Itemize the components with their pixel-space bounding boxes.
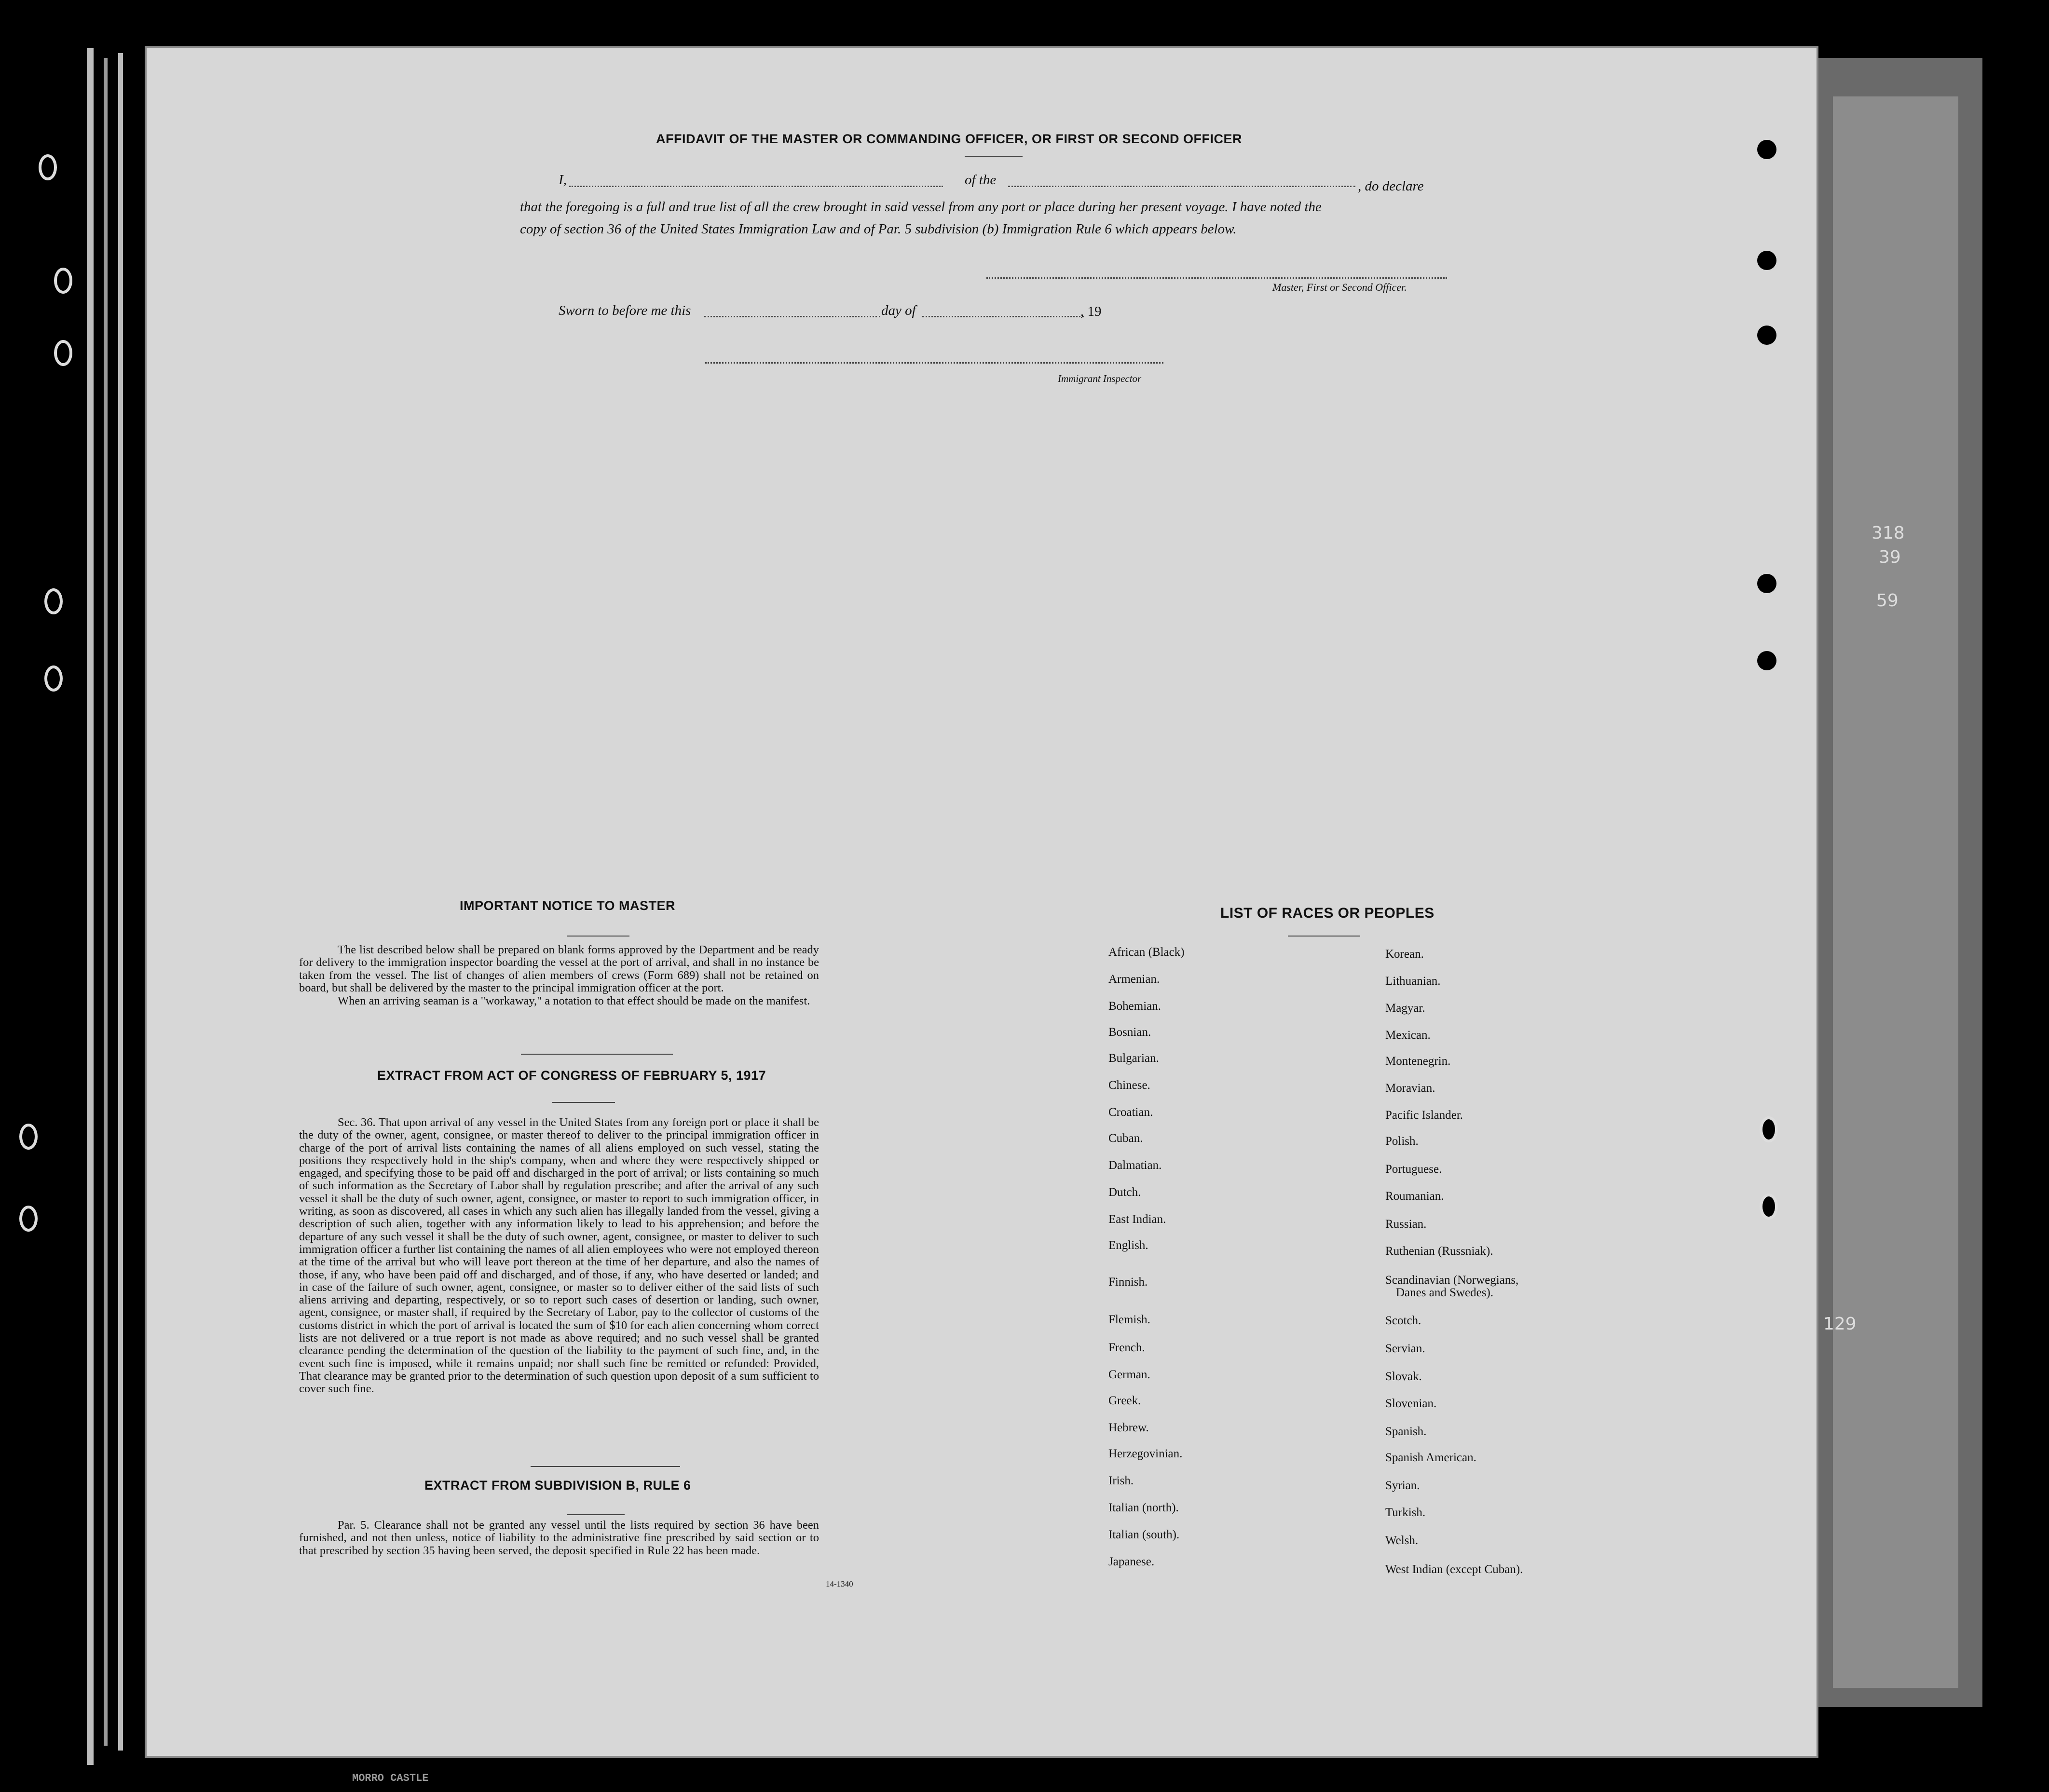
notice-text-2: When an arriving seaman is a "workaway," a notation to that effect should be made on the manifest. xyxy=(338,994,810,1007)
punch-hole xyxy=(1760,1116,1778,1142)
notice-end-rule xyxy=(521,1054,673,1055)
binder-hole xyxy=(54,268,72,294)
race-item: Hebrew. xyxy=(1108,1421,1149,1434)
notice-title: IMPORTANT NOTICE TO MASTER xyxy=(460,898,675,913)
vessel-blank xyxy=(1008,186,1355,187)
race-item: Korean. xyxy=(1385,948,1424,961)
sworn-day-blank xyxy=(704,316,880,317)
race-item: Dutch. xyxy=(1108,1186,1141,1199)
race-item: Italian (north). xyxy=(1108,1501,1179,1514)
race-item: Pacific Islander. xyxy=(1385,1109,1463,1122)
rule-text: Par. 5. Clearance shall not be granted any vessel until the lists required by section 36 have been furnished, and not then unless, notice of liability to the administrative fine prescribed by said section or to that prescribed by section 35 having been served, the deposit specified in Rule 22 has been made. xyxy=(299,1519,819,1557)
punch-hole xyxy=(1757,574,1776,593)
binder-hole xyxy=(44,588,63,614)
race-item: Magyar. xyxy=(1385,1002,1425,1015)
race-item: Portuguese. xyxy=(1385,1163,1442,1176)
margin-note: 318 xyxy=(1871,523,1905,543)
page-edge-strip xyxy=(104,58,108,1746)
races-rule xyxy=(1288,936,1360,937)
race-item: Flemish. xyxy=(1108,1313,1150,1326)
race-item: Ruthenian (Russniak). xyxy=(1385,1245,1493,1258)
margin-note: 59 xyxy=(1876,591,1899,611)
race-item: Bosnian. xyxy=(1108,1026,1151,1039)
act-title: EXTRACT FROM ACT OF CONGRESS OF FEBRUARY 5, 1917 xyxy=(377,1068,766,1083)
name-blank xyxy=(569,186,943,187)
notice-rule xyxy=(567,936,629,937)
race-item: Moravian. xyxy=(1385,1082,1435,1095)
race-item: Slovenian. xyxy=(1385,1397,1437,1410)
race-item: West Indian (except Cuban). xyxy=(1385,1563,1523,1576)
punch-hole xyxy=(1757,651,1776,670)
race-item: Japanese. xyxy=(1108,1555,1155,1568)
punch-hole xyxy=(1757,140,1776,159)
race-item: Turkish. xyxy=(1385,1506,1426,1519)
race-item: Roumanian. xyxy=(1385,1190,1444,1203)
race-item: Chinese. xyxy=(1108,1079,1150,1092)
race-item: Irish. xyxy=(1108,1474,1134,1487)
inspector-signature-line xyxy=(705,362,1163,364)
rule-rule xyxy=(567,1514,625,1515)
binder-hole xyxy=(44,665,63,692)
race-item: Mexican. xyxy=(1385,1029,1431,1042)
race-item: French. xyxy=(1108,1341,1145,1354)
act-text: Sec. 36. That upon arrival of any vessel in the United States from any foreign port or place it shall be the duty of the owner, agent, consignee, or master thereof to deliver to the principal immigration officer in charge of the port of arrival lists containing the names of all aliens employed on such vessel, stating the positions they respectively hold in the ship's company, when and where they were respectively shipped or engaged, and specifying those to be paid off and discharged in the port of arrival; or lists containing so much of such information as the Secretary of Labor shall by regulation prescribe; and after the arrival of any such vessel it shall be the duty of such owner, agent, consignee, or master to report to such immigration officer, in writing, as soon as discovered, all cases in which any such alien has illegally landed from the vessel, giving a description of such alien, together with any information likely to lead to his apprehension; and before the departure of any such vessel it shall be the duty of such owner, agent, consignee, or master to deliver to such immigration officer a further list containing the names of all alien employees who were not employed thereon at the time of the arrival but who will leave port thereon at the time of her departure, and also the names of those, if any, who have been paid off and discharged, and of those, if any, who have deserted or landed; and in case of the failure of such owner, agent, consignee, or master so to deliver either of the said lists of such aliens arriving and departing, respectively, or so to report such cases of desertion or landing, such owner, agent, consignee, or master shall, if required by the Secretary of Labor, pay to the collector of customs of the customs district in which the port of arrival is located the sum of $10 for each alien concerning whom correct lists are not delivered or a true report is not made as above required; and no such vessel shall be granted clearance pending the determination of the question of the liability to the payment of such fine, and, in the event such fine is imposed, while it remains unpaid; nor shall such fine be remitted or refunded: Provided, That clearance may be granted prior to the determination of such question upon deposit of a sum sufficient to cover such fine. xyxy=(299,1116,819,1396)
race-item: Slovak. xyxy=(1385,1370,1422,1383)
race-item: African (Black) xyxy=(1108,946,1185,959)
race-item: Greek. xyxy=(1108,1394,1141,1407)
binder-hole xyxy=(19,1206,38,1232)
year-text: , 19 xyxy=(1080,304,1102,319)
race-item: Spanish American. xyxy=(1385,1451,1476,1464)
race-item: Servian. xyxy=(1385,1342,1425,1355)
race-item: Finnish. xyxy=(1108,1276,1148,1289)
race-item: Scandinavian (Norwegians, xyxy=(1385,1274,1519,1287)
race-item: Herzegovinian. xyxy=(1108,1447,1183,1460)
day-of-text: day of xyxy=(881,303,916,318)
race-item: Italian (south). xyxy=(1108,1528,1180,1541)
race-item: Montenegrin. xyxy=(1385,1055,1451,1068)
page-edge-strip xyxy=(87,48,94,1765)
margin-note: 39 xyxy=(1879,547,1901,567)
race-item: Armenian. xyxy=(1108,973,1160,986)
affidavit-title: AFFIDAVIT OF THE MASTER OR COMMANDING OFFICER, OR FIRST OR SECOND OFFICER xyxy=(656,132,1242,146)
race-item: Polish. xyxy=(1385,1135,1419,1148)
inspector-label: Immigrant Inspector xyxy=(1058,373,1142,384)
document-page xyxy=(145,46,1818,1758)
rule-title: EXTRACT FROM SUBDIVISION B, RULE 6 xyxy=(424,1478,691,1493)
race-item: Welsh. xyxy=(1385,1534,1419,1547)
binder-hole xyxy=(19,1124,38,1150)
race-item: Scotch. xyxy=(1385,1314,1421,1327)
act-rule xyxy=(552,1102,615,1103)
affidavit-do-declare: , do declare xyxy=(1358,178,1424,194)
affidavit-line2: that the foregoing is a full and true list of all the crew brought in said vessel from any port or place during her present voyage. I have noted the xyxy=(520,199,1322,215)
race-item: Russian. xyxy=(1385,1218,1427,1231)
binder-hole xyxy=(54,340,72,366)
race-item: Dalmatian. xyxy=(1108,1159,1162,1172)
punch-hole xyxy=(1760,1194,1778,1220)
race-item: Croatian. xyxy=(1108,1106,1153,1119)
race-item: Bohemian. xyxy=(1108,1000,1161,1013)
race-item: English. xyxy=(1108,1239,1148,1252)
race-item: Syrian. xyxy=(1385,1479,1420,1492)
page-edge-strip xyxy=(118,53,123,1751)
act-end-rule xyxy=(531,1466,680,1467)
races-title: LIST OF RACES OR PEOPLES xyxy=(1220,905,1434,921)
race-item: Bulgarian. xyxy=(1108,1052,1159,1065)
binder-hole xyxy=(39,154,57,180)
race-item: German. xyxy=(1108,1368,1150,1381)
race-item: East Indian. xyxy=(1108,1213,1166,1226)
month-blank xyxy=(922,316,1084,317)
affidavit-i: I, xyxy=(559,172,567,188)
race-item: Cuban. xyxy=(1108,1132,1143,1145)
race-item: Spanish. xyxy=(1385,1425,1427,1438)
punch-hole xyxy=(1757,251,1776,270)
master-signature-line xyxy=(986,277,1447,279)
bottom-strip-label: MORRO CASTLE xyxy=(352,1772,429,1784)
form-number: 14-1340 xyxy=(826,1579,853,1588)
sworn-text: Sworn to before me this xyxy=(559,303,691,318)
master-label: Master, First or Second Officer. xyxy=(1272,281,1407,293)
race-item: Lithuanian. xyxy=(1385,975,1441,988)
underlying-sheet xyxy=(1833,96,1958,1688)
title-rule xyxy=(965,156,1023,157)
margin-note: 129 xyxy=(1823,1314,1857,1334)
race-item: Danes and Swedes). xyxy=(1396,1286,1494,1299)
punch-hole xyxy=(1757,326,1776,345)
affidavit-of-the: of the xyxy=(965,172,997,188)
notice-text-1: The list described below shall be prepared on blank forms approved by the Department and be ready for delivery to the immigration inspector boarding the vessel at the port of arrival, and shall in no instance be taken from the vessel. The list of changes of alien members of crews (Form 689) shall not be retained on board, but shall be delivered by the master to the principal immigration officer at the port. xyxy=(299,943,819,994)
affidavit-line3: copy of section 36 of the United States Immigration Law and of Par. 5 subdivision (b) Immigration Rule 6 which appears below. xyxy=(520,221,1237,237)
